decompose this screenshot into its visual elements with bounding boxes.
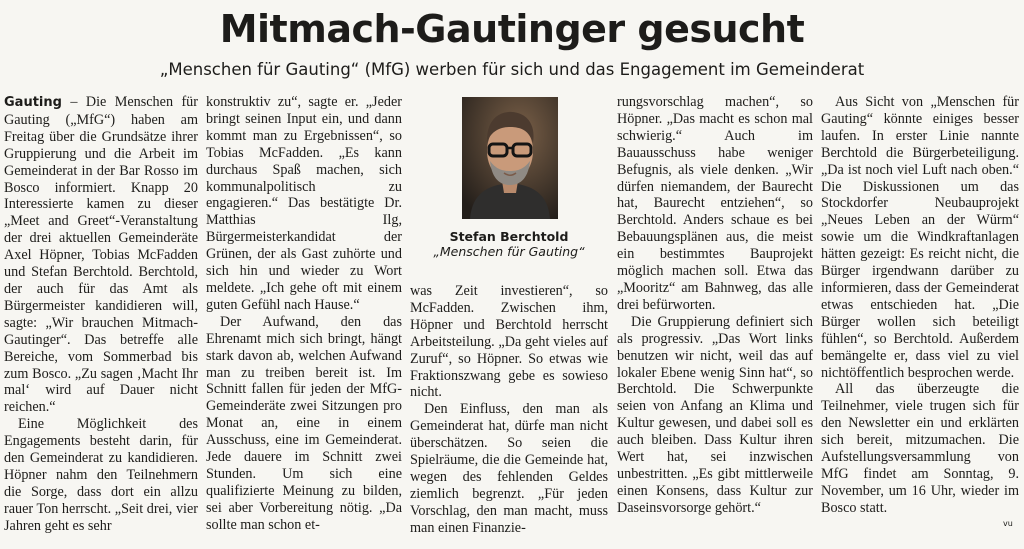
paragraph-text: – Die Menschen für Gauting („MfG“) haben am Freitag über die Grundsätze ihrer Gruppierung und die Arbeit im Gemeinderat in der Bar Rosso im Bosco informiert. Knapp 20 Interessierte kamen zu dieser „Meet and Greet“-Veranstaltung der drei aktuellen Gemeinderäte Axel Höpner, Tobias McFadden und Stefan Berchtold. Berchtold, der auch für das Amt als Bürgermeister kandidieren will, sagte: „Wir brauchen Mitmach-Gautinger“. Das betreffe alle Bereiche, vom Sommerbad bis zum Bosco. „Zu sagen ‚Macht Ihr mal‘ wird auf Dauer nicht reichen.“ xyxy=(4,94,198,416)
paragraph: All das überzeugte die Teilnehmer, viele trugen sich für den Newsletter ein und erklärten sich bereit, mitzumachen. Die Aufstellungsversammlung von MfG findet am Sonntag, 9. November, um 16 Uhr, wieder im Bosco statt. xyxy=(821,381,1019,516)
paragraph: Aus Sicht von „Menschen für Gauting“ könnte einiges besser laufen. In erster Linie nannte Berchtold die Bürgerbeteiligung. „Da ist noch viel Luft nach oben.“ Die Diskussionen um das Stockdorfer Neubauprojekt „Neues Leben an der Würm“ sowie um die Windkraftanlagen hätten gezeigt: Es reicht nicht, die Bürger irgendwann darüber zu informieren, dass der Gemeinderat etwas entschieden hat. „Die Bürger wollen sich beteiligt fühlen“, so Berchtold. Außerdem bemängelte er, dass viel zu viel nichtöffentlich besprochen werde. xyxy=(821,94,1019,381)
paragraph: Eine Möglichkeit des Engagements besteht darin, für den Gemeinderat zu kandidieren. Höpner nahm den Teilnehmern die Sorge, dass dort ein allzu rauer Ton herrscht. „Seit drei, vier Jahren geht es sehr xyxy=(4,416,198,534)
paragraph: konstruktiv zu“, sagte er. „Jeder bringt seinen Input ein, und dann kommt man zu Ergebnissen“, so Tobias McFadden. „Es kann durchaus Spaß machen, sich kommunalpolitisch zu engagieren.“ Das bestätigte Dr. Matthias Ilg, Bürgermeisterkandidat der Grünen, der als Gast zuhörte und sich hin und wieder zu Wort meldete. „Ich gehe oft mit einem guten Gefühl nach Hause.“ xyxy=(206,94,402,313)
paragraph: was Zeit investieren“, so McFadden. Zwischen ihm, Höpner und Berchtold herrscht Arbeitsteilung. „Da geht vieles auf Zuruf“, so Höpner. So etwas wie Fraktionszwang gebe es sowieso nicht. xyxy=(410,283,608,401)
text-column-3 xyxy=(410,283,608,534)
paragraph: Den Einfluss, den man als Gemeinderat hat, dürfe man nicht überschätzen. So seien die Spielräume, die die Gemeinde hat, wegen des fehlenden Geldes ziemlich begrenzt. „Für jeden Vorschlag, den man macht, muss man einen Finanzie- xyxy=(410,401,608,536)
photo-caption-name: Stefan Berchtold xyxy=(449,229,569,244)
paragraph: Die Gruppierung definiert sich als progressiv. „Das Wort links benutzen wir nicht, weil das auf lokaler Ebene wenig Sinn hat“, so Berchtold. Die Schwerpunkte seien von Anfang an Klima und Kultur gewesen, und dabei soll es auch bleiben. Dass Kultur ihren Wert hat, sei inzwischen unbestritten. „Es gibt mittlerweile einen Konsens, dass Kultur zur Daseinsvorsorge gehört.“ xyxy=(617,313,813,516)
article-headline: Mitmach-Gautinger gesucht xyxy=(219,7,805,51)
paragraph xyxy=(4,94,198,416)
photo-caption-text: „Menschen für Gauting“ xyxy=(433,244,585,259)
paragraph: rungsvorschlag machen“, so Höpner. „Das macht es schon mal schwierig.“ Auch im Bauausschuss habe weniger Befugnis, als viele denken. „Wir dürfen niemandem, der Baurecht hat, Baurecht entziehen“, so Berchtold. Anders schaue es bei Bebauungsplänen aus, die meist ein bestimmtes Bauprojekt möglich machen soll. Etwa das „Mooritz“ am Bahnweg, das alle drei befürworten. xyxy=(617,94,813,313)
text-column-1 xyxy=(4,94,198,534)
portrait-image xyxy=(462,97,558,219)
author-initials: vu xyxy=(1003,519,1013,528)
article-subheadline: „Menschen für Gauting“ (MfG) werben für sich und das Engagement im Gemeinderat xyxy=(159,60,865,79)
portrait-photo xyxy=(462,97,558,219)
text-column-4 xyxy=(617,94,813,534)
paragraph: Der Aufwand, den das Ehrenamt mich sich bringt, hängt stark davon ab, welchen Aufwand man zu treiben bereit ist. Im Schnitt fallen für jeden der MfG-Gemeinderäte zwei Sitzungen pro Monat an, eine in einem Ausschuss, eine im Gemeinderat. Jede dauere im Schnitt zwei Stunden. Um sich eine qualifizierte Meinung zu bilden, sei aber Vorbereitung nötig. „Da sollte man schon et- xyxy=(206,313,402,533)
text-column-2 xyxy=(206,94,402,534)
dateline: Gauting xyxy=(4,95,62,110)
text-column-5 xyxy=(821,94,1019,534)
